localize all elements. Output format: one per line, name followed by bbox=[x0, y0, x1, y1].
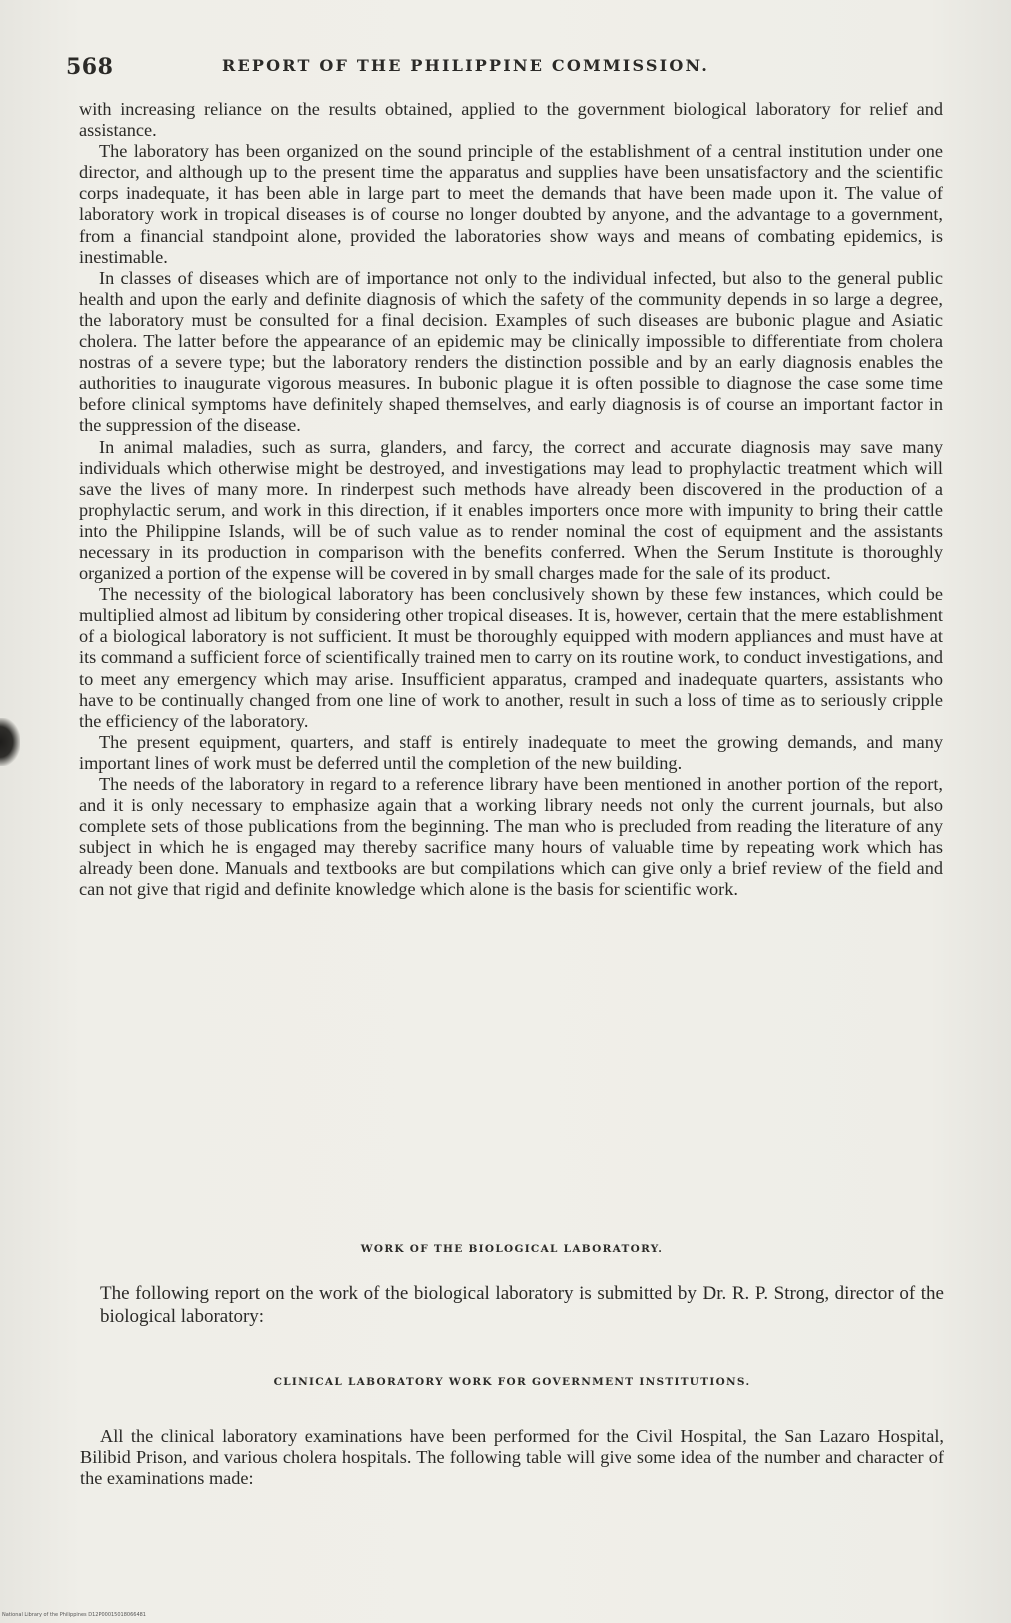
paragraph-continuation: with increasing reliance on the results obtained, applied to the government biological laboratory for relief and assistance. bbox=[79, 99, 943, 141]
paragraph-necessity: The necessity of the biological laboratory has been conclusively shown by these few instances, which could be multiplied almost ad libitum by considering other tropical diseases. It is, however, certain that the mere establishment of a biological laboratory is not sufficient. It must be thoroughly equipped with modern appliances and must have at its command a sufficient force of scientifically trained men to carry on its routine work, to conduct investigations, and to meet any emergency which may arise. Insufficient apparatus, cramped and inadequate quarters, assistants who have to be continually changed from one line of work to another, result in such a loss of time as to seriously cripple the efficiency of the laboratory. bbox=[79, 584, 943, 731]
body-text bbox=[79, 99, 943, 901]
intro-paragraph: The following report on the work of the biological laboratory is submitted by Dr. R. P. Strong, director of the biological laboratory: bbox=[100, 1283, 944, 1327]
paragraph-library: The needs of the laboratory in regard to a reference library have been mentioned in another portion of the report, and it is only necessary to emphasize again that a working library needs not only the current journals, but also complete sets of those publications from the beginning. The man who is precluded from reading the literature of any subject in which he is engaged may thereby sacrifice many hours of valuable time by repeating work which has already been done. Manuals and textbooks are but compilations which can give only a brief review of the field and can not give that rigid and definite knowledge which alone is the basis for scientific work. bbox=[79, 774, 943, 900]
section-heading-work: WORK OF THE BIOLOGICAL LABORATORY. bbox=[360, 1243, 664, 1255]
page-header bbox=[66, 50, 936, 84]
final-paragraph: All the clinical laboratory examinations have been performed for the Civil Hospital, the San Lazaro Hospital, Bilibid Prison, and various cholera hospitals. The following table will give some idea of the number and character of the examinations made: bbox=[80, 1426, 944, 1488]
paragraph-equipment: The present equipment, quarters, and staff is entirely inadequate to meet the growing demands, and many important lines of work must be deferred until the completion of the new building. bbox=[79, 731, 943, 773]
paragraph-organization: The laboratory has been organized on the sound principle of the establishment of a central institution under one director, and although up to the present time the apparatus and supplies have been unsatisfactory and the scientific corps inadequate, it has been able in large part to meet the demands that have been made upon it. The value of laboratory work in tropical diseases is of course no longer doubted by anyone, and the advantage to a government, from a financial standpoint alone, provided the laboratories show ways and means of combating epidemics, is inestimable. bbox=[79, 141, 943, 267]
running-title: REPORT OF THE PHILIPPINE COMMISSION. bbox=[222, 56, 710, 75]
paragraph-disease-classes: In classes of diseases which are of importance not only to the individual infected, but also to the general public health and upon the early and definite diagnosis of which the safety of the community depends in so large a degree, the laboratory must be consulted for a final decision. Examples of such diseases are bubonic plague and Asiatic cholera. The latter before the appearance of an epidemic may be clinically impossible to differentiate from cholera nostras of a severe type; but the laboratory renders the distinction possible and by an early diagnosis enables the authorities to inaugurate vigorous measures. In bubonic plague it is often possible to diagnose the case some time before clinical symptoms have definitely shaped themselves, and early diagnosis is of course an important factor in the suppression of the disease. bbox=[79, 267, 943, 436]
page-number: 568 bbox=[66, 54, 114, 80]
paragraph-animal-maladies: In animal maladies, such as surra, glanders, and farcy, the correct and accurate diagnosis may save many individuals which otherwise might be destroyed, and investigations may lead to prophylactic treatment which will save the lives of many more. In rinderpest such methods have already been discovered in the production of a prophylactic serum, and work in this direction, if it enables importers once more with impunity to bring their cattle into the Philippine Islands, will be of such value as to render nominal the cost of equipment and the assistants necessary in its production in comparison with the benefits conferred. When the Serum Institute is thoroughly organized a portion of the expense will be covered in by small charges made for the sale of its product. bbox=[79, 436, 943, 584]
section-heading-clinical: CLINICAL LABORATORY WORK FOR GOVERNMENT INSTITUTIONS. bbox=[273, 1376, 751, 1388]
scan-footer: National Library of the Philippines D12P00015018066481 bbox=[2, 1612, 146, 1618]
binding-mark bbox=[0, 718, 20, 766]
